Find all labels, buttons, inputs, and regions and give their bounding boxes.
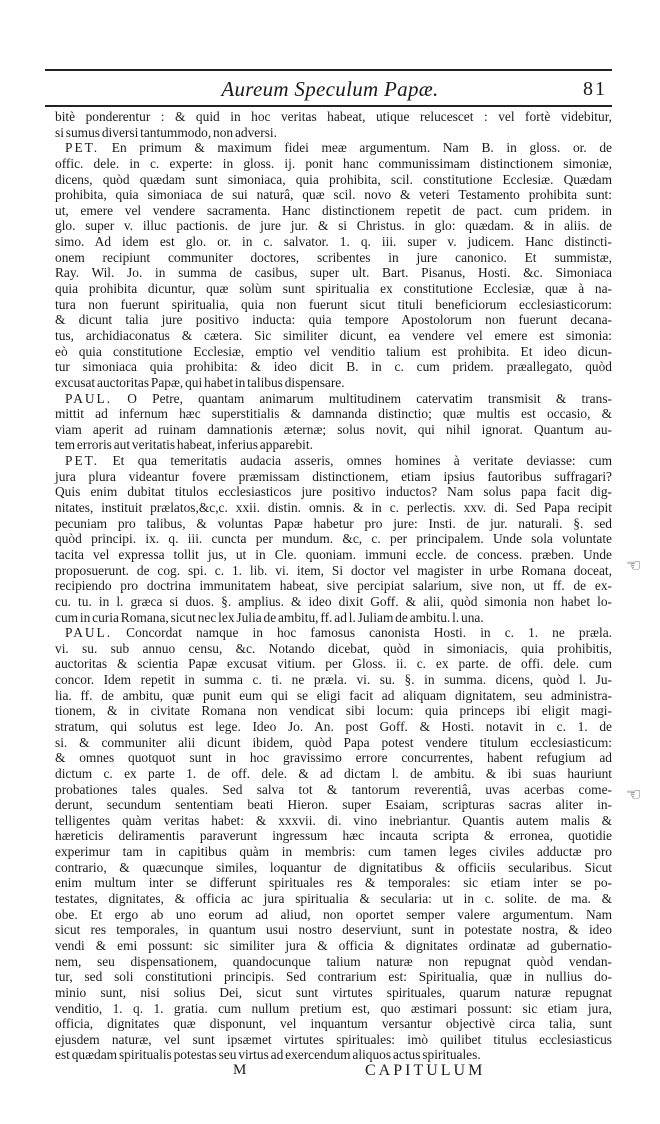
text-line <box>55 844 612 860</box>
line-text: si sumus diversi tantummodo, non adversi. <box>55 124 277 140</box>
line-text: bitè ponderentur : & quid in hoc veritas habeat, utique relucescet : vel fortè videbitur, <box>55 109 612 124</box>
line-text: jura plura videantur fovere præmissam distinctionem, etiam ipsius fautoribus suffragari? <box>55 468 612 484</box>
text-line <box>55 250 612 266</box>
text-line <box>55 344 612 360</box>
line-text: & dicunt talia jure positivo inducta: quia tempore Apostolorum non fuerunt decana- <box>55 312 612 328</box>
text-line <box>55 688 612 704</box>
text-line <box>55 594 612 610</box>
line-text: & omnes quotquot sunt in hoc gravissimo errore concurrentes, habent refugium ad <box>55 750 612 766</box>
line-text: vi. su. sub annuo censu, &c. Notando dicebat, quòd in simoniacis, quia prohibitis, <box>55 640 612 656</box>
line-text: proposuerunt. de cog. spi. c. 1. lib. vi. item, Si doctor vel magister in urbe Romana doceat, <box>55 562 612 578</box>
text-line <box>55 328 612 344</box>
signature-mark: M <box>233 1062 247 1078</box>
line-text: hæreticis deliramentis paraverunt ingressum hæc incauta scripta & erronea, quotidie <box>55 828 612 844</box>
line-text: Quis enim dubitat titulos ecclesiasticos jure positivo inductos? Nam solus papa facit dig- <box>55 484 612 500</box>
text-line <box>55 1032 612 1048</box>
line-text: officia, dignitates quæ disponunt, vel inquantum versantur objectivè circa talia, sunt <box>55 1016 612 1032</box>
line-text: dicens, quòd quædam sunt simoniaca, quia prohibita, scil. constitutione Ecclesiæ. Quædam <box>55 171 612 187</box>
text-line <box>55 234 612 250</box>
text-line <box>55 1016 612 1032</box>
manicule-hand-icon: ☜ <box>626 556 642 575</box>
line-text: si. & communiter alii dicunt ibidem, quòd Papa potest vendere titulum ecclesiasticum: <box>55 734 612 750</box>
line-text: stratum, qui solutus est lege. Ideo Jo. An. post Goff. & Hosti. notavit in c. 1. de <box>55 718 612 734</box>
text-line <box>55 203 612 219</box>
text-line <box>55 750 612 766</box>
line-text: sicut res temporales, in quantum usui nostro deserviunt, sunt in potestate nostra, & ideo <box>55 922 612 938</box>
line-text: tacita vel expressa tollit jus, ut in Cle. quoniam. immuni eccle. de concess. præben. Unde <box>55 546 612 562</box>
line-text: eò quia constitutione Ecclesiæ, emptio vel venditio talium est prohibita. Et ideo dicun- <box>55 343 612 359</box>
text-line <box>55 187 612 203</box>
body-text <box>55 109 612 1063</box>
text-line <box>55 156 612 172</box>
line-text: est quædam spiritualis potestas seu virtus ad exercendum aliquos actus spirituales. <box>55 1047 481 1063</box>
line-text: En primum & maximum fidei meæ argumentum. Nam B. in gloss. or. de <box>99 140 612 156</box>
text-line <box>55 437 612 453</box>
text-line <box>55 797 612 813</box>
text-line <box>55 516 612 532</box>
line-text: Et qua temeritatis audacia asseris, omnes homines à veritate deviasse: cum <box>99 453 612 469</box>
text-line <box>55 735 612 751</box>
line-text: concor. Idem repetit in summa c. ti. ne præla. vi. su. §. in summa. dicens, quòd l. Ju- <box>55 672 612 688</box>
speaker-label: PET. <box>65 453 100 469</box>
line-text: auctoritas & scientia Papæ excusat vitium. per Gloss. ii. c. ex parte. de offi. dele. cum <box>55 656 612 672</box>
line-text: experimur tam in capitibus quàm in membris: cum tamen leges civiles adductæ pro <box>55 844 612 860</box>
text-line <box>55 218 612 234</box>
line-text: testates, dignitates, & officia ac jura spiritualia & secularia: ut in c. solite. de ma. & <box>55 891 612 907</box>
text-line <box>55 656 612 672</box>
text-line <box>55 312 612 328</box>
speaker-label: PAUL. <box>65 625 113 641</box>
text-line <box>55 641 612 657</box>
line-text: mittit ad infernum hæc superstitialis & damnanda distinctio; quæ multis est occasio, & <box>55 406 612 422</box>
line-text: simo. Ad idem est glo. or. in c. salvator. 1. q. iii. super v. judicem. Hanc distincti- <box>55 234 612 250</box>
text-line <box>55 703 612 719</box>
text-line <box>55 375 612 391</box>
line-text: dictum c. ex parte 1. de off. dele. & ad dictam l. de ambitu. & ibi suas hauriunt <box>55 765 612 781</box>
line-text: telligentes quàm veritas habet: & xxxvii. di. vino inebriantur. Quantis autem malis & <box>55 812 612 828</box>
text-line <box>55 672 612 688</box>
text-line <box>55 500 612 516</box>
line-text: tus, archidiaconatus & cætera. Sic similiter dicunt, ea vendere vel emere est simonia: <box>55 327 612 343</box>
line-text: cum in curia Romana, sicut nec lex Julia de ambitu, ff. ad l. Juliam de ambitu. l. una. <box>55 609 484 625</box>
header-rule-bottom <box>45 105 612 107</box>
text-line <box>55 938 612 954</box>
text-line <box>55 297 612 313</box>
text-line <box>55 985 612 1001</box>
line-text: ejusdem naturæ, vel sunt ipsæmet virtutes spirituales: imò quilibet titulus ecclesiasticus <box>55 1031 612 1047</box>
text-line <box>55 813 612 829</box>
text-line <box>55 891 612 907</box>
line-text: tem erroris aut veritatis habeat, inferius apparebit. <box>55 437 313 453</box>
line-text: O Petre, quantam animarum multitudinem catervatim transmisit & trans- <box>112 390 612 406</box>
text-line <box>55 406 612 422</box>
line-text: tur, sed soli constitutioni principis. Sed contrarium est: Spiritualia, quæ in nullius do- <box>55 969 612 985</box>
line-text: ut, emere vel vendere sacramenta. Hanc distinctionem repetit de pact. cum pridem. in <box>55 202 612 218</box>
line-text: venditio, 1. q. 1. gratia. cum nullum pretium est, quo æstimari possunt: sic etiam jura, <box>55 1000 612 1016</box>
header-rule-top <box>45 69 612 71</box>
text-line <box>55 281 612 297</box>
text-line <box>55 625 612 641</box>
line-text: obe. Et ergo ab uno eorum ad aliud, non oportet semper valere argumentum. Nam <box>55 906 612 922</box>
line-text: nem, seu dispensationem, quandocunque talium naturæ non repugnat quòd vendan- <box>55 953 612 969</box>
text-line <box>55 359 612 375</box>
text-line <box>55 1047 612 1063</box>
text-line <box>55 719 612 735</box>
text-line <box>55 391 612 407</box>
text-line <box>55 453 612 469</box>
running-title: Aureum Speculum Papæ. <box>221 77 439 101</box>
text-line <box>55 782 612 798</box>
text-line <box>55 860 612 876</box>
line-text: enim multum inter se differunt spirituales res & temporales: sic etiam inter se po- <box>55 875 612 891</box>
line-text: nitates, instituit prælatos,&c,c. xxii. distin. omnis. & in c. perlectis. xxv. di. Sed Papa recipit <box>55 500 612 516</box>
text-line <box>55 469 612 485</box>
line-text: pecuniam pro talibus, & voluntas Papæ habetur pro jure: Insti. de jur. naturali. §. sed <box>55 515 612 531</box>
line-text: recipiendo pro doctrina immunitatem habeat, sive percipiat salarium, sive non, ut ff. de ex- <box>55 578 612 594</box>
page-number: 81 <box>583 78 607 100</box>
text-line <box>55 265 612 281</box>
text-line <box>55 109 612 125</box>
text-line <box>55 954 612 970</box>
text-line <box>55 766 612 782</box>
text-line <box>55 140 612 156</box>
line-text: Ray. Wil. Jo. in summa de casibus, super ult. Bart. Pisanus, Hosti. &c. Simoniaca <box>55 265 612 281</box>
text-line <box>55 922 612 938</box>
text-line <box>55 1001 612 1017</box>
text-line <box>55 563 612 579</box>
text-line <box>55 422 612 438</box>
text-line <box>55 828 612 844</box>
line-text: excusat auctoritas Papæ, qui habet in talibus dispensare. <box>55 374 345 390</box>
line-text: quòd principi. ix. q. iii. cuncta per mundum. &c, c. per principalem. Unde sola voluntate <box>55 531 612 547</box>
text-line <box>55 969 612 985</box>
manicule-hand-icon: ☜ <box>626 785 642 804</box>
line-text: offic. dele. in c. experte: in gloss. ij. ponit hanc communissimam distinctionem simoniæ, <box>55 155 612 171</box>
line-text: minio sunt, nisi solius Dei, sicut sunt virtutes spirituales, quarum naturæ repugnat <box>55 984 612 1000</box>
line-text: tur simoniaca quia prohibita: & ideo dicit B. in c. cum pridem. præallegato, quòd <box>55 359 612 375</box>
line-text: Concordat namque in hoc famosus canonista Hosti. in c. 1. ne præla. <box>112 625 612 641</box>
line-text: vendi & emi possunt: sic similiter jura & officia & dignitates ordinatæ ad gubernatio- <box>55 937 612 953</box>
line-text: prohibita, quia simoniaca de sui naturâ, quæ scil. novo & veteri Testamento prohibita sunt: <box>55 187 612 203</box>
line-text: glo. super v. illuc pactionis. de jure jur. & si Christus. in glo: quædam. & in aliis. de <box>55 218 612 234</box>
line-text: onem recipiunt communiter doctores, scribentes in jure canonico. Et summistæ, <box>55 249 612 265</box>
text-line <box>55 172 612 188</box>
line-text: quia prohibita dicuntur, quæ solùm sunt spiritualia ex constitutione Ecclesiæ, quæ à na- <box>55 281 612 297</box>
speaker-label: PET. <box>65 140 100 156</box>
text-line <box>55 547 612 563</box>
text-line <box>55 875 612 891</box>
line-text: tionem, & in civitate Romana non vendicat sibi locum: quia princeps ibi eligit magi- <box>55 703 612 719</box>
text-line <box>55 484 612 500</box>
line-text: cu. tu. in l. græca si duos. §. amplius. & ideo dixit Goff. & alii, quòd simonia non habet lo- <box>55 593 612 609</box>
line-text: probationes tales quales. Sed salva tot & tantorum reverentiâ, uvas acerbas come- <box>55 781 612 797</box>
line-text: contrario, & quæcunque similes, loquantur de dignitatibus & officiis secularibus. Sicut <box>55 859 612 875</box>
text-line <box>55 610 612 626</box>
speaker-label: PAUL. <box>65 390 113 406</box>
line-text: tura non fuerunt spiritualia, quia non fuerunt sicut tituli beneficiorum ecclesiasticorum: <box>55 296 612 312</box>
catchword: CAPITULUM <box>365 1062 486 1079</box>
text-line <box>55 125 612 141</box>
line-text: derunt, secundum sententiam beati Hieron. super Esaiam, scripturas sacras aliter in- <box>55 797 612 813</box>
line-text: viam aperit ad ruinam damnationis æternæ; solus novit, qui nihil ignorat. Quantum au- <box>55 421 612 437</box>
text-line <box>55 907 612 923</box>
line-text: lia. ff. de ambitu, quæ punit eum qui se eligi facit ad aliquam dignitatem, seu administra- <box>55 687 612 703</box>
text-line <box>55 578 612 594</box>
text-line <box>55 531 612 547</box>
